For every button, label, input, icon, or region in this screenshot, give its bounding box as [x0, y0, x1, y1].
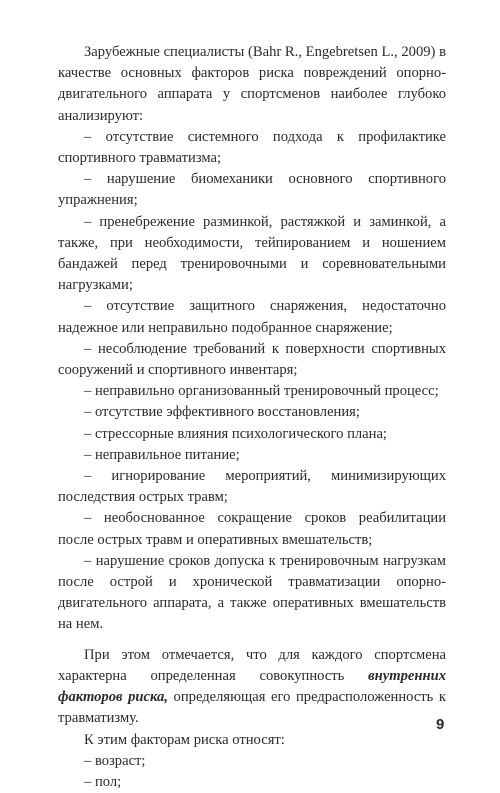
page-number: 9: [436, 716, 445, 733]
list-item: – отсутствие защитного снаряжения, недостаточно надежное или неправильно подобранное снаряжение;: [58, 298, 446, 336]
list-item: – игнорирование мероприятий, минимизирующих последствия острых травм;: [58, 468, 446, 506]
list-item: – необоснованное сокращение сроков реабилитации после острых травм и оперативных вмешательств;: [58, 510, 446, 548]
paragraph-internal-factors: [58, 645, 446, 730]
paragraph-text-start: При этом отмечается, что для каждого спортсмена характерна определенная совокупность: [58, 646, 446, 684]
list-item: – стрессорные влияния психологического плана;: [84, 425, 387, 442]
list-item: – отсутствие эффективного восстановления;: [84, 404, 360, 421]
list-item: – нарушение биомеханики основного спортивного упражнения;: [58, 171, 446, 209]
paragraph-factors-intro: К этим факторам риска относят:: [84, 731, 285, 748]
list-item: – неправильно организованный тренировочный процесс;: [84, 383, 439, 400]
emphasis-internal-risk-factors: внутренних факторов риска,: [58, 667, 446, 706]
list-item: – пренебрежение разминкой, растяжкой и заминкой, а также, при необходимости, тейпированием и ношением бандажей перед тренировочными и соревновательными нагрузками;: [58, 213, 446, 294]
list-item: – отсутствие системного подхода к профилактике спортивного травматизма;: [58, 128, 446, 167]
list-item: – неправильное питание;: [84, 446, 240, 463]
list-item: – возраст;: [84, 752, 146, 769]
intro-paragraph: Зарубежные специалисты (Bahr R., Engebretsen L., 2009) в качестве основных факторов риска повреждений опорно-двигательного аппарата у спортсменов наиболее глубоко анализируют:: [58, 44, 446, 124]
list-item: – несоблюдение требований к поверхности спортивных сооружений и спортивного инвентаря;: [58, 340, 446, 379]
page-body: [58, 42, 446, 793]
list-item: – пол;: [84, 773, 122, 790]
paragraph-text-end: определяющая его предрасположенность к травматизму.: [58, 689, 446, 727]
list-item: – нарушение сроков допуска к тренировочным нагрузкам после острой и хронической травматизации опорно-двигательного аппарата, а также оперативных вмешательств на нем.: [58, 552, 446, 633]
